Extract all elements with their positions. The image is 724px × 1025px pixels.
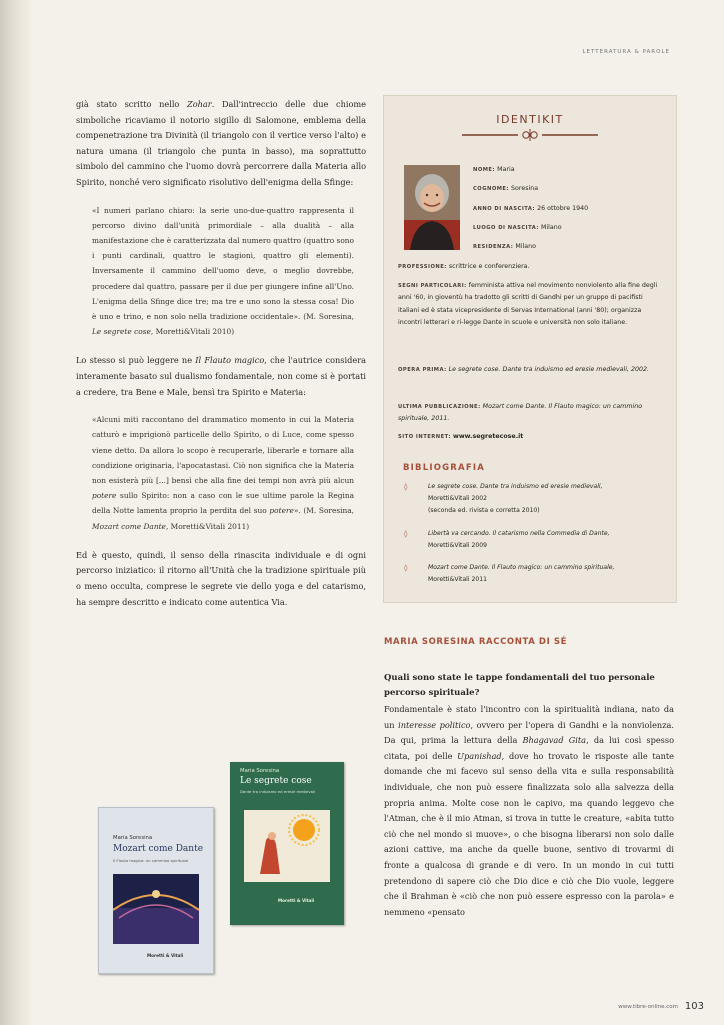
field-anno-nascita: ANNO DI NASCITA: 26 ottobre 1940 bbox=[473, 205, 589, 212]
book-cover-image bbox=[113, 874, 199, 944]
field-residenza: RESIDENZA: Milano bbox=[473, 243, 536, 250]
field-nome: NOME: Maria bbox=[473, 166, 515, 173]
field-sito-internet: SITO INTERNET: www.segretecose.it bbox=[398, 433, 524, 440]
intro-paragraph: già stato scritto nello Zohar. Dall'intreccio delle due chiome simboliche ricaviamo il notorio sigillo di Salomone, emblema della compenetrazione tra Divinità (il triangolo con il vertice verso l'alto) e natura umana (il triangolo che punta in basso), ma soprattutto simbolo del cammino che l'uomo dovrà percorrere dalla Materia allo Spirito, nonché vero significato risolutivo dell'enigma della Sfinge: bbox=[76, 99, 366, 187]
identikit-title: IDENTIKIT bbox=[496, 113, 564, 126]
book-cover-mozart-come-dante: Maria Soresina Mozart come Dante Il Flauto magico: un cammino spirituale Moretti & Vitali bbox=[98, 807, 214, 974]
quote-myths: «Alcuni miti raccontano del drammatico momento in cui la Materia catturò e imprigionò particelle dello Spirito, o di Luce, come spesso viene detto. Da allora lo scopo è recuperarle, liberarle e tornare alla condizione originaria, l'apocatastasi. Ciò non significa che la Materia non esisterà più [...] bensì che alla fine dei tempi non avrà più alcun potere sullo Spirito: non a caso con le sue ultime parole la Regina della Notte lamenta proprio la perdita del suo potere». (M. Soresina, Mozart come Dante, Moretti&Vitali 2011) bbox=[92, 415, 354, 531]
diamond-bullet-icon: ◊ bbox=[404, 564, 408, 572]
bibliography-item: ◊ Mozart come Dante. Il Flauto magico: un cammino spirituale, Moretti&Vitali 2011 bbox=[404, 564, 615, 583]
field-professione: PROFESSIONE: scrittrice e conferenziera. bbox=[398, 263, 530, 270]
field-cognome: COGNOME: Soresina bbox=[473, 185, 539, 192]
field-segni-particolari: SEGNI PARTICOLARI: femminista attiva nel movimento nonviolento alla fine degli anni '60, in gioventù ha tradotto gli scritti di Gandhi per un gruppo di pacifisti italiani ed è stata vicepresidente di Servas International (anni '80); organizza incontri letterari e ri-legge Dante in scuole e università non solo italiane. bbox=[398, 282, 658, 327]
interview-answer: Fondamentale è stato l'incontro con la spiritualità indiana, nato da un interesse politico, ovvero per l'opera di Gandhi e la nonviolenza. Da qui, prima la lettura della Bhagavad Gita, da lui così spesso citata, poi delle Upanishad, dove ho trovato le risposte alle tante domande che mi facevo sul senso della vita e sulla responsabilità individuale, che non può essere finalizzata solo alla salvezza della propria anima. Molte cose non le capivo, ma quando leggevo che l'Atman, che è il mio Atman, si trova in tutte le creature, «abita tutto ciò che nel mondo si muove», o che bisogna liberarsi non solo dalle azioni cattive, ma anche da quelle buone, sentivo di trovarmi di fronte a qualcosa di grande e di vero. In un mondo in cui tutti pretendono di sapere ciò che Dio dice e ciò che Dio vuole, leggere che il Brahman è «ciò che non può essere espresso con la parola» e nemmeno «pensato bbox=[384, 704, 674, 917]
field-luogo-nascita: LUOGO DI NASCITA: Milano bbox=[473, 224, 562, 231]
interview-question: Quali sono state le tappe fondamentali del tuo personale percorso spirituale? bbox=[384, 673, 655, 698]
interview-section-title: MARIA SORESINA RACCONTA DI SÉ bbox=[384, 637, 568, 647]
identikit-box bbox=[383, 95, 677, 603]
bibliography-title: BIBLIOGRAFIA bbox=[403, 463, 485, 473]
ornament-divider bbox=[462, 129, 598, 141]
diamond-bullet-icon: ◊ bbox=[404, 530, 408, 538]
flauto-paragraph: Lo stesso si può leggere ne Il Flauto magico, che l'autrice considera interamente basato sul dualismo fondamentale, non come si è portati a credere, tra Bene e Male, bensì tra Spirito e Materia: bbox=[76, 355, 366, 397]
quote-numbers: «I numeri parlano chiaro: la serie uno-due-quattro rappresenta il percorso divino dall'unità primordiale – alla dualità – alla manifestazione che è caratterizzata dal numero quattro (quattro sono i punti cardinali, quattro le stagioni, quattro gli elementi). Inversamente il cammino dell'uomo deve, o meglio dovrebbe, procedere dal quattro, passare per il due per giungere infine all'Uno. L'enigma della Sfinge dice tre; ma tre e uno sono la stessa cosa! Dio è uno e trino, e non solo nella tradizione occidentale». (M. Soresina, Le segrete cose, Moretti&Vitali 2010) bbox=[92, 205, 354, 337]
author-photo bbox=[404, 165, 460, 250]
page-number: 103 bbox=[684, 1001, 704, 1012]
field-ultima-pubblicazione: ULTIMA PUBBLICAZIONE: Mozart come Dante. Il Flauto magico: un cammino spirituale, 2011. bbox=[398, 403, 643, 423]
book-cover-le-segrete-cose: Maria Soresina Le segrete cose Dante tra induismo ed eresie medievali Moretti & Vitali bbox=[230, 762, 344, 925]
field-opera-prima: OPERA PRIMA: Le segrete cose. Dante tra induismo ed eresie medievali, 2002. bbox=[398, 366, 650, 373]
section-header: LETTERATURA & PAROLE bbox=[582, 49, 670, 55]
footer-url: www.tibre-online.com bbox=[618, 1004, 678, 1010]
page-gutter-shadow bbox=[0, 0, 34, 1025]
right-column bbox=[384, 702, 674, 920]
bibliography-item: ◊ Libertà va cercando. Il catarismo nella Commedia di Dante, Moretti&Vitali 2009 bbox=[404, 530, 610, 549]
book-cover-image bbox=[244, 810, 330, 882]
conclusion-paragraph: Ed è questo, quindi, il senso della rinascita individuale e di ogni percorso iniziatico: il ritorno all'Unità che la tradizione spirituale più o meno occulta, comprese le segrete vie dello yoga e del catarismo, ha sempre descritto e indicato come autentica Via. bbox=[76, 549, 366, 607]
bibliography-item: ◊ Le segrete cose. Dante tra induismo ed eresie medievali, Moretti&Vitali 2002 (seconda ed. rivista e corretta 2010) bbox=[404, 483, 603, 514]
left-column bbox=[76, 97, 366, 610]
diamond-bullet-icon: ◊ bbox=[404, 483, 408, 491]
